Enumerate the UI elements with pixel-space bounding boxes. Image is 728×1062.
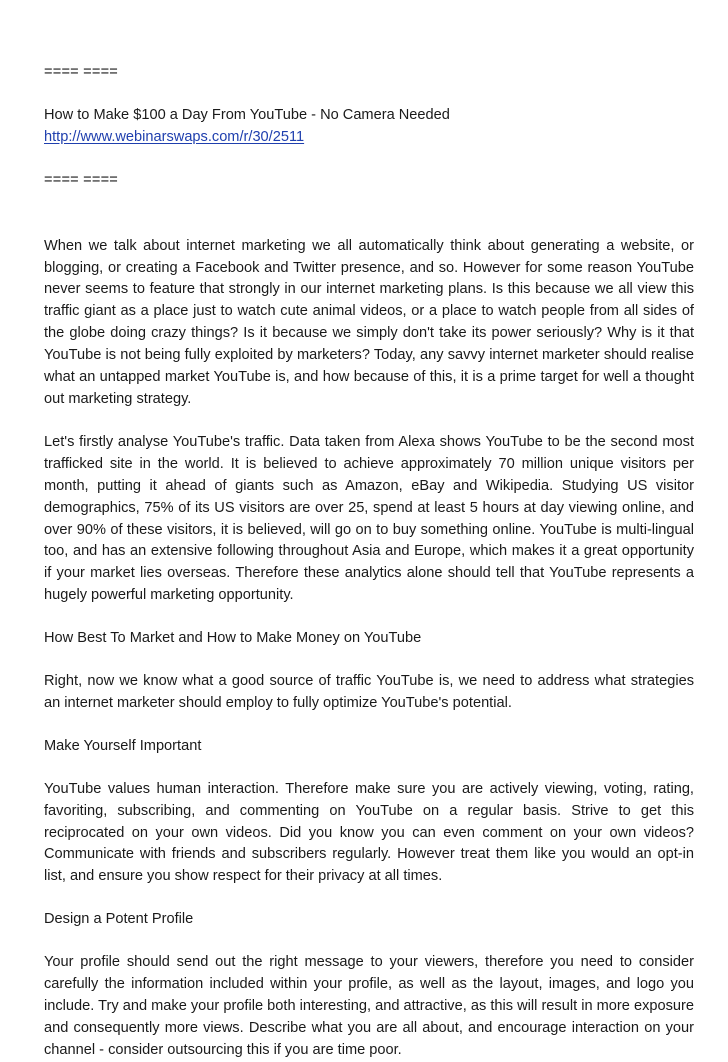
article-title: How to Make $100 a Day From YouTube - No Camera Needed	[44, 106, 450, 123]
section-heading-profile: Design a Potent Profile	[44, 911, 194, 928]
separator-top: ==== ====	[44, 64, 119, 80]
document-page	[44, 62, 694, 1062]
paragraph-intro: When we talk about internet marketing we all automatically think about generating a website, or blogging, or creating a Facebook and Twitter presence, and so. However for some reason YouTube never seems to feature that strongly in our internet marketing plans. Is this because we all view this traffic giant as a place just to watch cute animal videos, or a place to watch people from all sides of the globe doing crazy things? Is it because we simply don't take its power seriously? Why is it that YouTube is not being fully exploited by marketers? Today, any savvy internet marketer should realise what an untapped market YouTube is, and how because of this, it is a prime target for well a thought out marketing strategy.	[44, 237, 694, 407]
paragraph-profile: Your profile should send out the right message to your viewers, therefore you need to consider carefully the information included within your profile, as well as the layout, images, and logo you include. Try and make your profile both interesting, and attractive, as this will result in more exposure and consequently more views. Describe what you are all about, and encourage interaction on your channel - consider outsourcing this if you are time poor.	[44, 954, 694, 1058]
separator-bottom: ==== ====	[44, 171, 119, 188]
section-heading-market: How Best To Market and How to Make Money on YouTube	[44, 630, 422, 647]
paragraph-traffic: Let's firstly analyse YouTube's traffic. Data taken from Alexa shows YouTube to be the second most trafficked site in the world. It is believed to achieve approximately 70 million unique visitors per month, putting it ahead of giants such as Amazon, eBay and Wikipedia. Studying US visitor demographics, 75% of its US visitors are over 25, spend at least 5 hours at day viewing online, and over 90% of these visitors, it is believed, will go on to buy something online. YouTube is multi-lingual too, and has an extensive following throughout Asia and Europe, which makes it a great opportunity if your market lies overseas. Therefore these analytics alone should tell that YouTube represents a hugely powerful marketing opportunity.	[44, 433, 694, 604]
paragraph-interaction: YouTube values human interaction. Therefore make sure you are actively viewing, voting, rating, favoriting, subscribing, and commenting on YouTube on a regular basis. Strive to get this reciprocated on your own videos. Did you know you can even comment on your own videos? Communicate with friends and subscribers regularly. However treat them like you would an opt-in list, and ensure you show respect for their privacy at all times.	[44, 780, 694, 885]
section-heading-important: Make Yourself Important	[44, 737, 202, 754]
paragraph-strategies: Right, now we know what a good source of traffic YouTube is, we need to address what strategies an internet marketer should employ to fully optimize YouTube's potential.	[44, 673, 694, 711]
article-link[interactable]: http://www.webinarswaps.com/r/30/2511	[44, 128, 305, 145]
